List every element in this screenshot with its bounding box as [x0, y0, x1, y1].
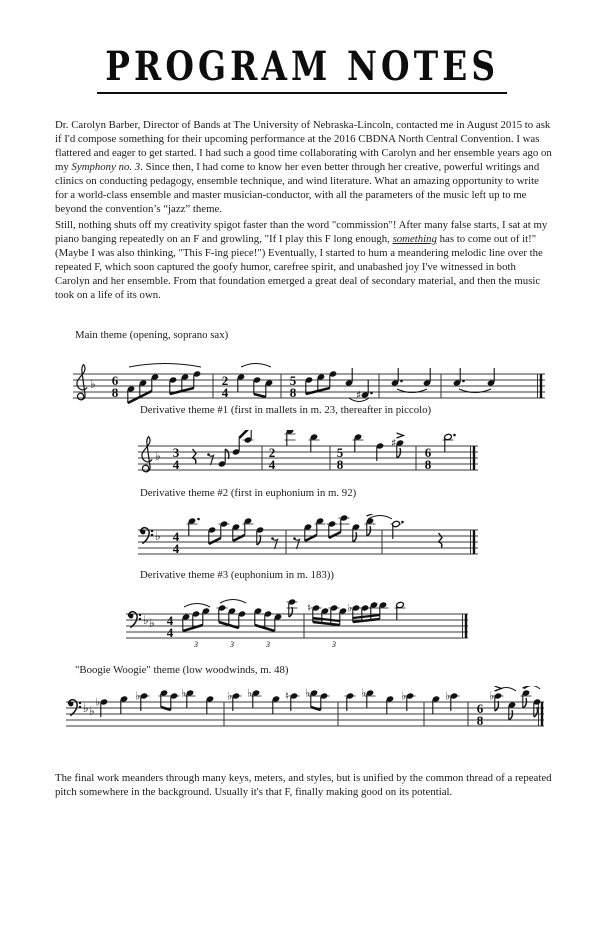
text-line	[55, 232, 547, 246]
music-staff-derivative-2	[138, 514, 478, 570]
text-segment: piano banging repeatedly on an F and growling, "If I play this F long enough,	[55, 233, 393, 245]
text-segment: The final work meanders through many keys, meters, and styles, but is unified by the common thread of a repeated	[55, 772, 552, 784]
time-signature: 5	[289, 373, 297, 388]
accidental-icon: ♭	[361, 686, 367, 700]
flat-icon: ♭	[83, 701, 89, 715]
time-signature: 8	[424, 457, 432, 472]
text-line	[55, 146, 552, 160]
note-flag	[534, 707, 538, 717]
beam	[329, 532, 341, 538]
flat-icon: ♭	[89, 704, 95, 718]
paragraph-commission	[55, 218, 547, 302]
triplet-number: 3	[332, 640, 336, 649]
bass-clef-dot	[139, 614, 141, 616]
flat-icon: ♭	[149, 616, 155, 630]
text-segment: took on a life of its own.	[55, 289, 161, 301]
text-segment: Symphony no. 3	[71, 161, 141, 173]
augmentation-dot	[370, 392, 373, 395]
slur	[220, 600, 246, 604]
excerpt-label-derivative-2: Derivative theme #2 (first in euphonium in m. 92)	[140, 487, 357, 499]
time-signature: 8	[336, 457, 344, 472]
text-line	[55, 160, 552, 174]
paragraph-intro	[55, 118, 552, 216]
beam	[209, 538, 221, 544]
accidental-icon: ♭	[95, 695, 101, 709]
bass-clef-dot	[139, 618, 141, 620]
time-signature: 8	[476, 713, 484, 728]
text-line	[55, 274, 547, 288]
text-line	[55, 771, 552, 785]
text-line	[55, 188, 552, 202]
text-segment: . Since then, I had come to know her even better through her creative, powerful writings and	[140, 161, 540, 173]
beam	[239, 430, 251, 438]
time-signature: 5	[336, 445, 344, 460]
note-flag	[367, 526, 371, 536]
treble-clef-icon	[142, 437, 152, 472]
text-line	[55, 174, 552, 188]
accidental-icon: ♮	[285, 689, 289, 703]
accent-mark	[495, 686, 502, 691]
augmentation-dot	[462, 380, 465, 383]
bass-clef-dot	[151, 530, 153, 532]
time-signature: 2	[221, 373, 229, 388]
accidental-icon: ♯	[356, 388, 362, 402]
flat-icon: ♭	[143, 613, 149, 627]
accent-mark	[367, 514, 374, 516]
excerpt-label-derivative-3: Derivative theme #3 (euphonium in m. 183))	[140, 569, 334, 581]
text-line	[55, 246, 547, 260]
music-staff-derivative-3	[126, 598, 468, 654]
text-segment: for a world-class ensemble and master musician-conductor, with all the parameters of the music left up to me	[55, 189, 527, 201]
text-segment: pitch somewhere in the background. Usually it's that F, finally making good on its potential.	[55, 786, 453, 798]
text-line	[55, 218, 547, 232]
beam	[353, 619, 380, 622]
triplet-number: 3	[266, 640, 270, 649]
text-segment: my	[55, 161, 72, 173]
note-flag	[353, 532, 357, 542]
bass-clef-dot	[79, 706, 81, 708]
time-signature: 4	[221, 385, 229, 400]
paragraph-closing	[55, 771, 552, 799]
time-signature: 2	[268, 445, 276, 460]
time-signature: 4	[172, 457, 180, 472]
time-signature: 6	[424, 445, 432, 460]
note-flag	[289, 607, 293, 617]
text-segment: if I'd compose something for their upcoming performance at the 2016 CBDNA North Central Convention. I was	[55, 133, 540, 145]
note-flag	[225, 449, 229, 459]
beam	[311, 707, 321, 710]
accidental-icon: ♭	[305, 686, 311, 700]
time-signature: 4	[166, 625, 174, 640]
accidental-icon: ♭	[227, 689, 233, 703]
text-line	[55, 202, 552, 216]
note-flag	[397, 448, 401, 458]
slur	[241, 364, 271, 368]
accidental-icon: ♭	[489, 689, 495, 703]
accent-mark	[397, 433, 404, 438]
beam	[254, 394, 266, 397]
text-segment: flattered and eager to get started. I had such a good time collaborating with Carolyn and her ensemble years ago on	[55, 147, 552, 159]
time-signature: 4	[172, 529, 180, 544]
excerpt-label-boogie-woogie: "Boogie Woogie" theme (low woodwinds, m. 48)	[75, 664, 289, 676]
bass-clef-dot	[151, 534, 153, 536]
page-title: PROGRAM NOTES	[97, 46, 507, 94]
beam	[313, 618, 340, 621]
music-staff-derivative-1	[138, 430, 478, 486]
augmentation-dot	[453, 434, 456, 437]
text-line	[55, 785, 552, 799]
accidental-icon: ♭	[347, 601, 353, 615]
flat-icon: ♭	[90, 377, 96, 391]
text-segment: something	[392, 233, 437, 245]
music-staff-boogie-woogie	[66, 686, 544, 742]
text-segment: (Maybe I was also thinking, "This F-ing piece!") Eventually, I started to hum a meandering melodic line over the	[55, 247, 543, 259]
text-segment: has to come out of it!"	[436, 233, 537, 245]
text-line	[55, 288, 547, 302]
text-line	[55, 260, 547, 274]
text-segment: beyond the convention’s “jazz” theme.	[55, 203, 222, 215]
accidental-icon: ♭	[445, 689, 451, 703]
slur	[129, 364, 201, 368]
note-flag	[257, 535, 261, 545]
beam	[161, 707, 171, 710]
time-signature: 6	[111, 373, 119, 388]
accidental-icon: ♮	[307, 601, 311, 615]
time-signature: 6	[476, 701, 484, 716]
excerpt-label-derivative-1: Derivative theme #1 (first in mallets in m. 23, thereafter in piccolo)	[140, 404, 432, 416]
quarter-rest-icon	[439, 533, 443, 548]
accidental-icon: ♭	[247, 686, 253, 700]
accidental-icon: ♭	[181, 686, 187, 700]
accidental-icon: ♭	[135, 689, 141, 703]
text-segment: Dr. Carolyn Barber, Director of Bands at The University of Nebraska-Lincoln, contacted me in August 2015 to ask	[55, 119, 551, 131]
slur	[184, 604, 210, 608]
text-line	[55, 132, 552, 146]
triplet-number: 3	[194, 640, 198, 649]
augmentation-dot	[197, 518, 200, 521]
title-wrap	[0, 43, 604, 94]
text-segment: Still, nothing shuts off my creativity spigot faster than the word "commission"! After many false starts, I sat at my	[55, 219, 548, 231]
time-signature: 4	[172, 541, 180, 556]
time-signature: 4	[268, 457, 276, 472]
flat-icon: ♭	[155, 529, 161, 543]
flat-icon: ♭	[155, 449, 161, 463]
bass-clef-dot	[79, 702, 81, 704]
augmentation-dot	[400, 380, 403, 383]
triplet-number: 3	[230, 640, 234, 649]
note-flag	[509, 710, 513, 720]
time-signature: 3	[172, 445, 180, 460]
time-signature: 8	[111, 385, 119, 400]
beam	[313, 622, 340, 625]
text-segment: Carolyn and her ensemble. From that foundation emerged a great deal of secondary material, and then the music	[55, 275, 541, 287]
text-line	[55, 118, 552, 132]
augmentation-dot	[401, 521, 404, 524]
time-signature: 8	[289, 385, 297, 400]
excerpt-label-main-theme: Main theme (opening, soprano sax)	[75, 329, 229, 341]
text-segment: repeated F, which soon captured the goofy humor, carefree spirit, and unabashed joy I've witnessed in both	[55, 261, 516, 273]
text-segment: clinics on conducting pedagogy, ensemble technique, and wind literature. What an amazing opportunity to write	[55, 175, 539, 187]
treble-clef-icon	[77, 365, 87, 400]
accidental-icon: ♭	[401, 689, 407, 703]
note-flag	[495, 701, 499, 711]
accidental-icon: ♯	[391, 436, 397, 450]
beam	[353, 615, 380, 618]
quarter-rest-icon	[193, 449, 197, 464]
note-flag	[523, 698, 527, 708]
time-signature: 4	[166, 613, 174, 628]
